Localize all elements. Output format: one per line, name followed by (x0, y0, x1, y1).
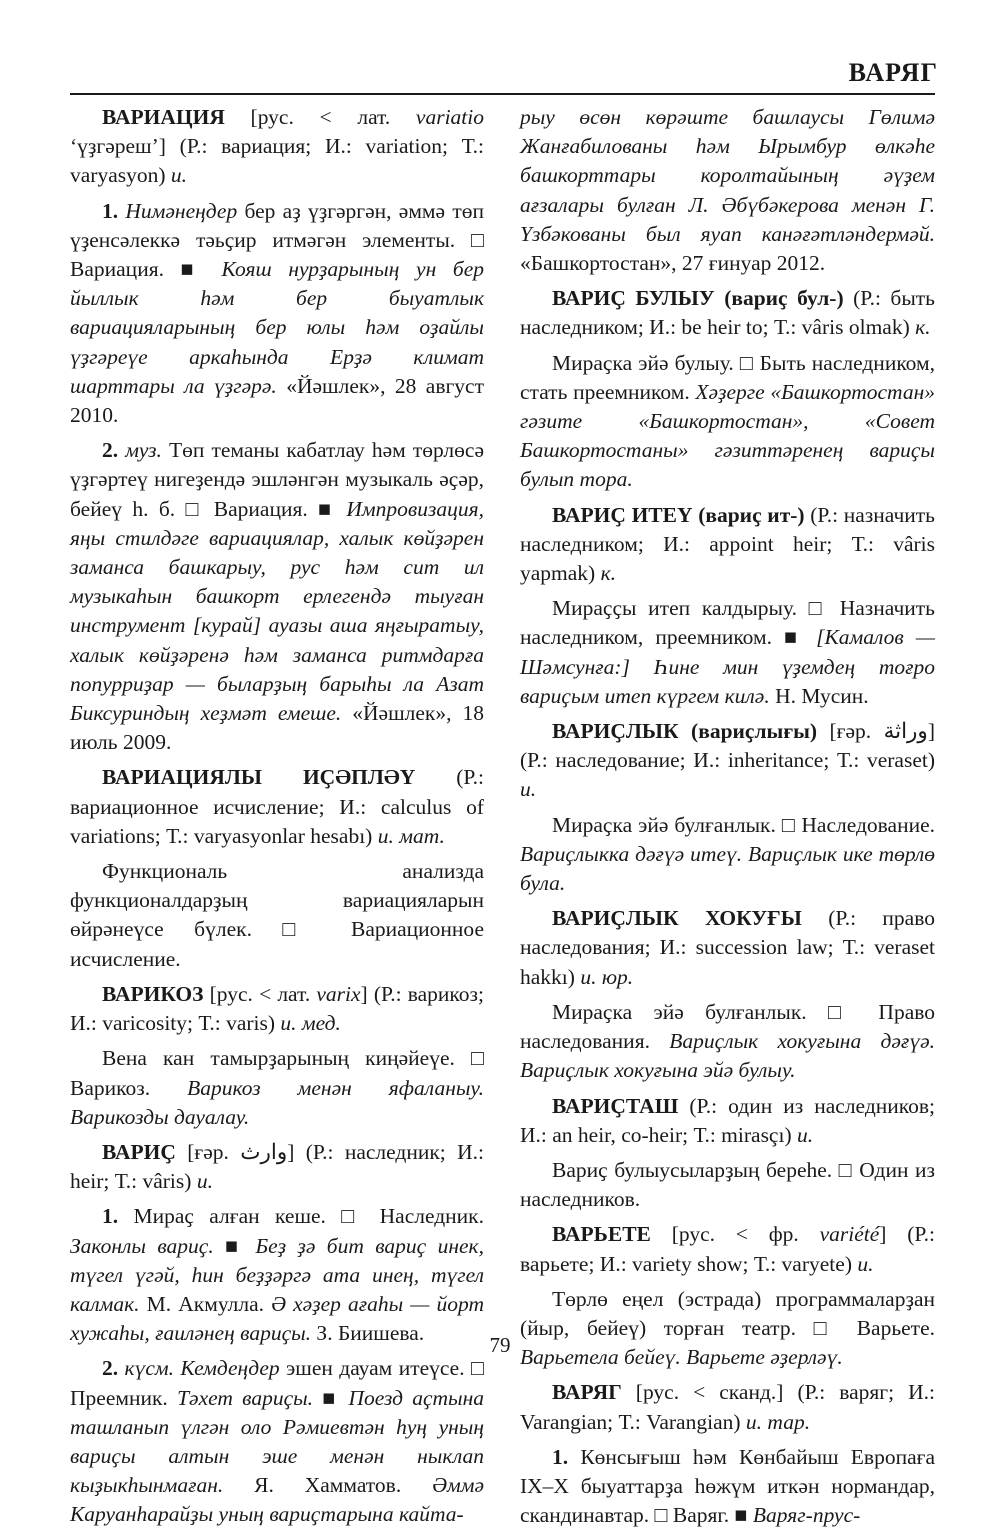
entry-text: (Р.: право наследования; И.: succession law; Т.: veraset hakkı) (520, 906, 935, 989)
entry-text: «Башкортостан», 27 ғинуар 2012. (520, 251, 826, 276)
entry-text: Я. Хамматов. (223, 1473, 433, 1498)
definition-paragraph (70, 857, 484, 974)
entry-italic: и. (520, 777, 537, 802)
example-italic: Тәхет вариҫы. (177, 1385, 314, 1410)
entry-varis (70, 1138, 484, 1196)
entry-text: ‘үҙгәреш’] (Р.: вариация; И.: variation; Т.: varyasyon) (70, 134, 484, 188)
sense-number: 2. (102, 438, 119, 463)
entry-italic: и. (857, 1251, 874, 1276)
entry-text: ] (Р.: варикоз; И.: varicosity; Т.: varis) (70, 981, 484, 1036)
entry-varis-iteu (520, 501, 935, 589)
entry-italic: variatio (415, 105, 484, 129)
entry-italic: Нимәнеңдер (118, 198, 238, 223)
entry-text: ] (Р.: варьете; И.: variety show; Т.: varyete) (520, 1222, 935, 1276)
entry-text: (Р.: назначить наследником; И.: appoint heir; Т.: vâris yapmak) (520, 502, 935, 586)
entry-text: Мираҫка эйә булыу. □ Быть наследником, стать преемником. (520, 350, 935, 404)
example-italic: Ә хәҙер ағаһы — йорт хужаһы, ғаиләнең вариҫы. (70, 1291, 484, 1346)
entry-varete (520, 1220, 935, 1278)
headword: ВАРИҪ ИТЕҮ (вариҫ ит-) (552, 502, 805, 527)
example-italic: Законлы вариҫ. (70, 1233, 214, 1258)
entry-varis-bulyu (520, 284, 935, 342)
entry-variatsiyaly (70, 763, 484, 851)
entry-varislyk-hokugy (520, 904, 935, 992)
entry-italic: к. (600, 561, 617, 586)
entry-italic: и. мед. (280, 1011, 341, 1036)
entry-italic: күсм. Кемдеңдер (118, 1356, 280, 1381)
sense-paragraph (520, 1443, 935, 1531)
headword: ВАРИҪ БУЛЫУ (вариҫ бул-) (552, 286, 844, 311)
definition-paragraph (70, 1044, 484, 1132)
entry-text: [рус. < сканд.] (Р.: варяг; И.: Varangian; Т.: Varangian) (520, 1380, 935, 1434)
sense-number: 1. (102, 198, 119, 223)
entry-text: Төп теманы кабатлау һәм төрлөсә үҙгәртеү нигеҙендә эшләнгән музыкаль әҫәр, бейеү һ. б. □ Вариация. ■ (70, 438, 484, 521)
entry-text: [рус. < лат. (224, 105, 416, 129)
entry-italic: и. тар. (745, 1409, 811, 1434)
definition-paragraph (520, 998, 935, 1086)
definition-paragraph (520, 1156, 935, 1214)
right-column (520, 103, 935, 1536)
headword: ВАРИҪЛЫК (вариҫлығы) (552, 719, 818, 744)
entry-italic: и. юр. (580, 964, 634, 989)
entry-text: (Р.: вариационное исчисление; И.: calculus of variations; Т.: varyasyonlar hesabı) (70, 765, 484, 848)
entry-text: Вариҫ булыусыларҙың береһе. □ Один из наследников. (520, 1157, 935, 1212)
example-italic: Әммә Каруанһарайҙы уның вариҫтарына кайта- (70, 1473, 484, 1527)
entry-text: эшен дауам итеүсе. □ Преемник. (70, 1356, 484, 1410)
entry-text: ■ (213, 1233, 256, 1258)
entry-text: М. Акмулла. (139, 1291, 272, 1316)
example-italic: Варикоз менән яфаланыу. Варикозды дауалау. (70, 1075, 484, 1129)
example-italic: Кояш нурҙарының ун бер йыллык һәм бер быуатлык вариацияларының бер юлы һәм оҙайлы үҙгәреүе аркаһында Ерҙә климат шарттары ла үҙгәрә. (70, 257, 484, 398)
sense-number: 2. (102, 1356, 119, 1381)
definition-paragraph (520, 811, 935, 899)
entry-varislyk (520, 717, 935, 805)
entry-variatsiya (70, 103, 484, 191)
running-header: ВАРЯГ (848, 58, 938, 87)
headword: ВАРЬЕТЕ (552, 1222, 651, 1247)
entry-text: «Йәшлек», 18 июль 2009. (70, 701, 484, 755)
definition-paragraph (520, 349, 935, 495)
entry-varyag (520, 1378, 935, 1436)
sense-paragraph (70, 436, 484, 757)
page-number: 79 (489, 1333, 511, 1357)
entry-text: Көнсығыш һәм Көнбайыш Европаға IX–X быуаттарҙа һөжүм иткән нормандар, скандинавтар. □ Варяг. ■ (520, 1444, 935, 1528)
sense-paragraph (70, 1202, 484, 1348)
sense-number: 1. (552, 1444, 569, 1469)
entry-text: (Р.: один из наследников; И.: an heir, co-heir; Т.: mirasçı) (520, 1093, 935, 1147)
entry-text: Н. Мусин. (769, 683, 869, 708)
sense-paragraph (70, 1354, 484, 1529)
entry-text: Мираҫка эйә булғанлык. □ Право наследования. (520, 999, 935, 1054)
entry-text: Функциональ анализда функционалдарҙың вариацияларын өйрәнеүсе бүлек. □ Вариационное исчисление. (70, 859, 484, 971)
entry-text: Мираҫҫы итеп калдырыу. □ Назначить наследником, преемником. ■ (520, 596, 935, 650)
entry-text: Төрлө еңел (эстрада) программаларҙан (йыр, бейеү) торған театр. □ Варьете. (520, 1286, 935, 1340)
entry-text: З. Биишева. (311, 1321, 425, 1346)
entry-italic: к. (915, 315, 931, 340)
headword: ВАРИАЦИЯ (102, 105, 225, 129)
example-italic: Поезд аҫтына ташланып үлгән оло Рәмиевтән һуң уның вариҫы алтын эше менән ныклап кыҙыкһынмаған. (70, 1385, 484, 1498)
entry-varistash (520, 1092, 935, 1150)
entry-text: ■ (313, 1385, 349, 1410)
headword: ВАРИАЦИЯЛЫ ИҪӘПЛӘҮ (102, 765, 416, 790)
definition-paragraph (520, 1285, 935, 1373)
headword: ВАРЯГ (552, 1380, 622, 1405)
entry-text: бер аҙ үҙгәргән, әммә төп үҙенсәлеккә тәьҫир итмәгән элементы. □ Вариация. ■ (70, 198, 484, 282)
left-column (70, 103, 484, 1536)
example-italic: Вариҫлыкка дәғүә итеү. Вариҫлык ике төрлө була. (520, 841, 935, 896)
sense-paragraph (70, 197, 484, 431)
entry-italic: и. (796, 1122, 814, 1147)
entry-varikoz (70, 980, 484, 1038)
example-italic: Вариҫлык хокуғына дәғүә. Вариҫлык хокуғына эйә булыу. (520, 1029, 935, 1083)
entry-text: [ғәр. وراثة] (Р.: наследование; И.: inheritance; Т.: veraset) (520, 719, 935, 773)
entry-italic: varix (316, 981, 361, 1006)
entry-text: Мираҫка эйә булғанлык. □ Наследование. (552, 812, 935, 837)
entry-text: Мираҫ алған кеше. □ Наследник. (118, 1204, 484, 1229)
headword: ВАРИҪ (102, 1139, 176, 1164)
header-rule (70, 93, 935, 95)
entry-italic: variété (819, 1222, 880, 1247)
example-italic: рыу өсөн көрәште башлаусы Гөлимә Жанғабилованы һәм Ырымбур өлкәһе башкорттары королтайының әүҙем ағзалары булған Л. Әбүбәкерова менән Г. Үзбәкованы был яуап канәғәтләндермәй. (520, 105, 935, 246)
entry-italic: и. мат. (377, 823, 445, 848)
example-italic: Варяг-прус- (752, 1503, 861, 1528)
example-italic: Варьетела бейеү. Варьете әҙерләү. (520, 1345, 843, 1370)
headword: ВАРИКОЗ (102, 981, 204, 1006)
example-italic: Импровизация, яңы стилдәге вариациялар, халык көйҙәрен заманса башкарыу, рус һәм сит ил музыкаһын башкорт ерлегендә тыуған инструмент [курай] ауазы аша яңғыратыу, халык көйҙәренә һәм заманса ритмдарға попурриҙар — быларҙың барыһы ла Азат Биксуриндың хеҙмәт емеше. (70, 496, 484, 726)
example-italic: [Камалов — Шәмсунға:] Һине мин үҙемдең тоғро вариҫым итеп күргем килә. (520, 625, 935, 708)
sense-number: 1. (102, 1204, 119, 1229)
entry-text: (Р.: быть наследником; И.: be heir to; Т.: vâris olmak) (520, 286, 935, 340)
entry-italic: и. (170, 163, 188, 188)
headword: ВАРИҪТАШ (552, 1093, 679, 1118)
continued-paragraph (520, 103, 935, 278)
entry-text: [рус. < лат. (203, 981, 317, 1006)
entry-italic: муз. (118, 438, 162, 463)
entry-text: [ғәр. وارث] (Р.: наследник; И.: heir; Т.: vâris) (70, 1139, 484, 1194)
entry-italic: и. (196, 1169, 213, 1194)
entry-text: Вена кан тамырҙарының киңәйеүе. □ Варикоз. (70, 1046, 484, 1100)
entry-text: «Йәшлек», 28 август 2010. (70, 373, 484, 428)
example-italic: Хәҙерге «Башкортостан» гәзите «Башкортостан», «Совет Башкортостаны» гәзиттәренең вариҫы булып тора. (520, 379, 935, 492)
example-italic: Беҙ ҙә бит вариҫ инек, түгел үгәй, һин беҙҙәргә ата инең, түгел калмак. (70, 1233, 484, 1316)
entry-text: [рус. < фр. (650, 1222, 820, 1247)
headword: ВАРИҪЛЫК ХОКУҒЫ (552, 906, 802, 931)
definition-paragraph (520, 594, 935, 711)
